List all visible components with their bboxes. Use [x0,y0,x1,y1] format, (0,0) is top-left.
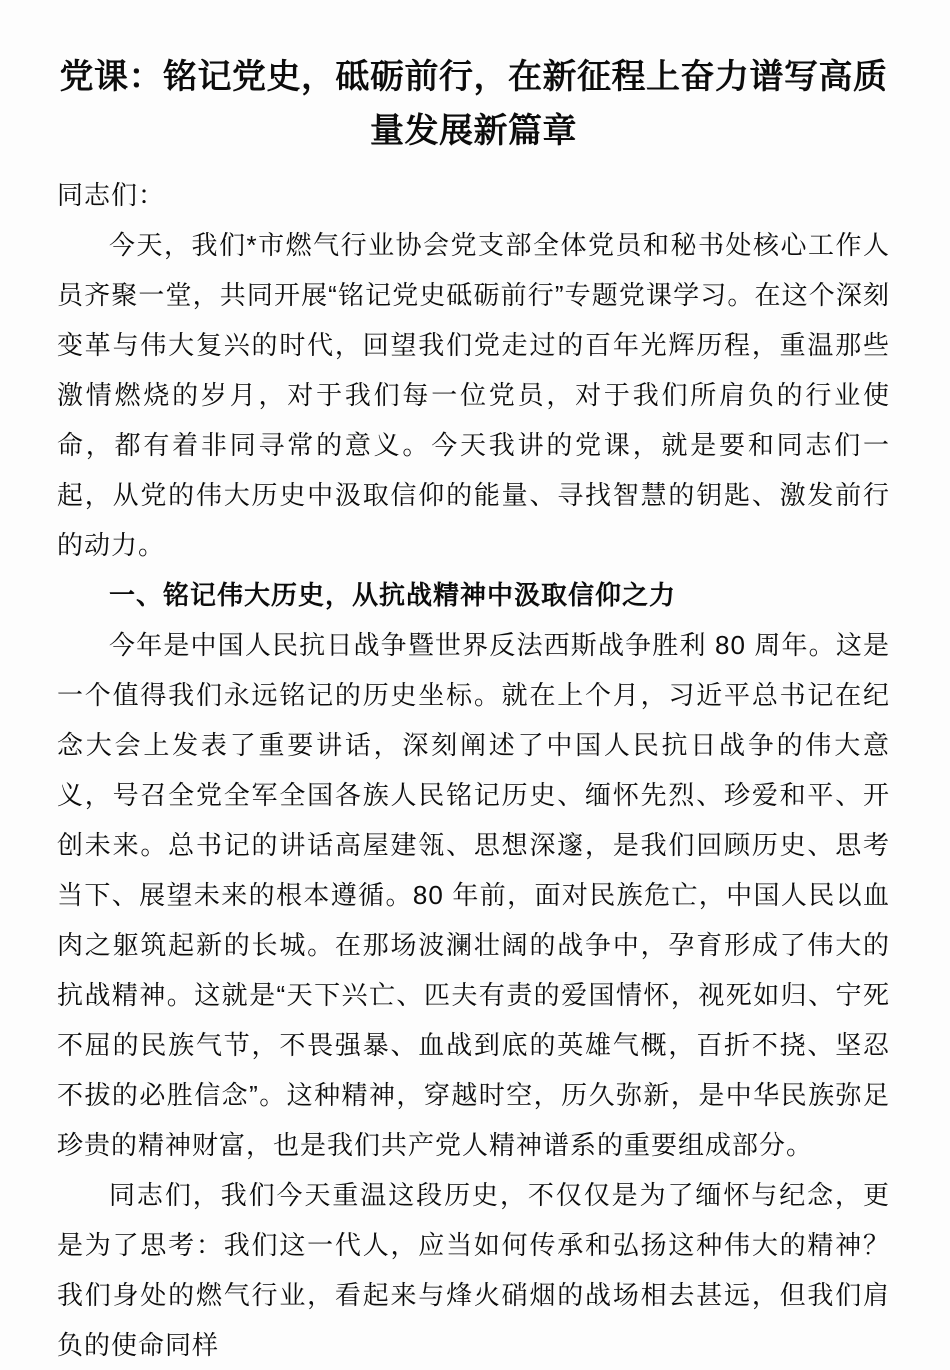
paragraph-intro: 今天，我们*市燃气行业协会党支部全体党员和秘书处核心工作人员齐聚一堂，共同开展“铭记党史砥砺前行”专题党课学习。在这个深刻变革与伟大复兴的时代，回望我们党走过的百年光辉历程，重温那些激情燃烧的岁月，对于我们每一位党员，对于我们所肩负的行业使命，都有着非同寻常的意义。今天我讲的党课，就是要和同志们一起，从党的伟大历史中汲取信仰的能量、寻找智慧的钥匙、激发前行的动力。 [57,230,890,560]
section-heading-1: 一、铭记伟大历史，从抗战精神中汲取信仰之力 [109,580,677,610]
document-body [57,170,890,1370]
salutation: 同志们： [57,180,166,210]
paragraph-history: 今年是中国人民抗日战争暨世界反法西斯战争胜利 80 周年。这是一个值得我们永远铭记的历史坐标。就在上个月，习近平总书记在纪念大会上发表了重要讲话，深刻阐述了中国人民抗日战争的伟大意义，号召全党全军全国各族人民铭记历史、缅怀先烈、珍爱和平、开创未来。总书记的讲话高屋建瓴、思想深邃，是我们回顾历史、思考当下、展望未来的根本遵循。80 年前，面对民族危亡，中国人民以血肉之躯筑起新的长城。在那场波澜壮阔的战争中，孕育形成了伟大的抗战精神。这就是“天下兴亡、匹夫有责的爱国情怀，视死如归、宁死不屈的民族气节，不畏强暴、血战到底的英雄气概，百折不挠、坚忍不拔的必胜信念”。这种精神，穿越时空，历久弥新，是中华民族弥足珍贵的精神财富，也是我们共产党人精神谱系的重要组成部分。 [57,630,890,1160]
paragraph-reflection: 同志们，我们今天重温这段历史，不仅仅是为了缅怀与纪念，更是为了思考：我们这一代人，应当如何传承和弘扬这种伟大的精神？我们身处的燃气行业，看起来与烽火硝烟的战场相去甚远，但我们肩负的使命同样 [57,1180,890,1360]
document-title: 党课：铭记党史，砥砺前行，在新征程上奋力谱写高质量发展新篇章 [59,58,888,150]
